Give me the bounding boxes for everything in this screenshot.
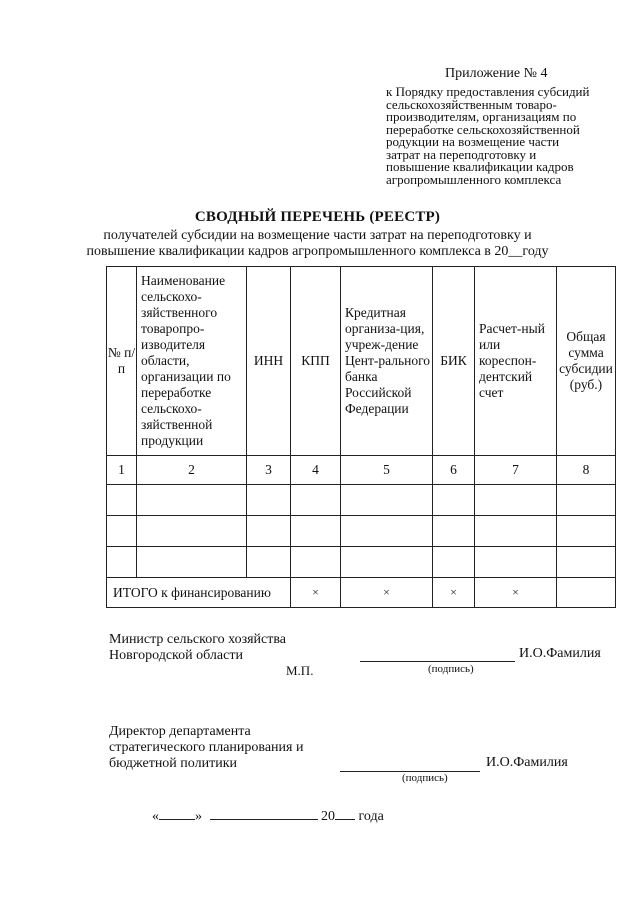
total-cross: ×: [475, 578, 557, 608]
appendix-text: [386, 86, 618, 186]
director-signature-caption: (подпись): [402, 772, 448, 784]
column-number: 4: [291, 456, 341, 485]
table-cell: [341, 485, 433, 516]
table-cell: [433, 547, 475, 578]
appendix-line: родукции на возмещение части: [386, 134, 560, 149]
table-cell: [107, 547, 137, 578]
table-cell: [107, 516, 137, 547]
month-blank: [210, 819, 318, 820]
table-cell: [107, 485, 137, 516]
table-cell: [291, 516, 341, 547]
table-cell: [433, 516, 475, 547]
header-cell-kpp: КПП: [291, 267, 341, 456]
header-cell-name: Наименование сельскохо-зяйственного товаропро-изводителя области, организации по переработке сельскохо-зяйственной продукции: [137, 267, 247, 456]
subtitle-line: повышение квалификации кадров агропромышленного комплекса в 20__году: [86, 244, 549, 259]
table-cell: [557, 485, 616, 516]
column-number: 2: [137, 456, 247, 485]
year-prefix: 20: [321, 809, 335, 824]
table-cell: [137, 547, 247, 578]
table-cell: [247, 516, 291, 547]
table-cell: [557, 547, 616, 578]
minister-signature-line: [360, 661, 515, 662]
header-cell-amount: Общая сумма субсидии (руб.): [557, 267, 616, 456]
minister-name: И.О.Фамилия: [519, 646, 601, 661]
appendix-line: к Порядку предоставления субсидий: [386, 84, 590, 99]
table-cell: [247, 547, 291, 578]
column-number: 6: [433, 456, 475, 485]
table-row: [107, 485, 616, 516]
year-blank: [335, 819, 355, 820]
minister-signature-caption: (подпись): [428, 663, 474, 675]
director-position-line: стратегического планирования и: [109, 740, 304, 755]
total-label: ИТОГО к финансированию: [107, 578, 291, 608]
director-position-line: бюджетной политики: [109, 756, 237, 771]
table-cell: [341, 516, 433, 547]
subtitle-line: получателей субсидии на возмещение части затрат на переподготовку и: [103, 228, 532, 243]
appendix-line: производителям, организациям по: [386, 109, 577, 124]
header-cell-inn: ИНН: [247, 267, 291, 456]
stamp-place: М.П.: [286, 663, 314, 678]
director-position: [109, 724, 303, 772]
appendix-line: переработке сельскохозяйственной: [386, 121, 580, 137]
total-cross: ×: [341, 578, 433, 608]
minister-position-line: Новгородской области: [109, 648, 243, 663]
column-number: 3: [247, 456, 291, 485]
column-number: 7: [475, 456, 557, 485]
column-number: 1: [107, 456, 137, 485]
day-blank: [159, 819, 195, 820]
table-cell: [291, 547, 341, 578]
minister-position-line: Министр сельского хозяйства: [109, 632, 286, 647]
document-title: СВОДНЫЙ ПЕРЕЧЕНЬ (РЕЕСТР): [194, 209, 441, 225]
table-number-row: [107, 456, 616, 485]
table-cell: [433, 485, 475, 516]
year-suffix: года: [358, 809, 384, 824]
table-total-row: [107, 578, 616, 608]
column-number: 8: [557, 456, 616, 485]
table-row: [107, 547, 616, 578]
appendix-line: затрат на переподготовку и: [386, 146, 537, 162]
total-cross: ×: [433, 578, 475, 608]
header-cell-bik: БИК: [433, 267, 475, 456]
total-amount-cell: [557, 578, 616, 608]
column-number: 5: [341, 456, 433, 485]
appendix-line: повышение квалификации кадров: [386, 159, 574, 174]
table-cell: [475, 547, 557, 578]
date-close-quote: »: [195, 809, 202, 824]
document-subtitle: [0, 228, 635, 260]
table-cell: [557, 516, 616, 547]
table-cell: [475, 485, 557, 516]
total-cross: ×: [291, 578, 341, 608]
table-cell: [291, 485, 341, 516]
table-cell: [137, 485, 247, 516]
director-name: И.О.Фамилия: [486, 755, 568, 770]
table-row: [107, 516, 616, 547]
header-cell-account: Расчет-ный или кореспон-дентский счет: [475, 267, 557, 456]
appendix-title: Приложение № 4: [445, 66, 548, 81]
table-header-row: [107, 267, 616, 456]
header-cell-number: № п/п: [107, 267, 137, 456]
director-position-line: Директор департамента: [109, 724, 251, 739]
appendix-line: сельскохозяйственным товаро-: [386, 96, 557, 112]
header-cell-bank: Кредитная организа-ция, учреж-дение Цент-рального банка Российской Федерации: [341, 267, 433, 456]
appendix-line: агропромышленного комплекса: [386, 171, 562, 187]
date-open-quote: «: [152, 809, 159, 824]
table-cell: [247, 485, 291, 516]
table-cell: [137, 516, 247, 547]
table-cell: [341, 547, 433, 578]
table-cell: [475, 516, 557, 547]
register-table: [106, 266, 616, 608]
minister-position: [109, 632, 286, 664]
date-line: [152, 809, 384, 825]
